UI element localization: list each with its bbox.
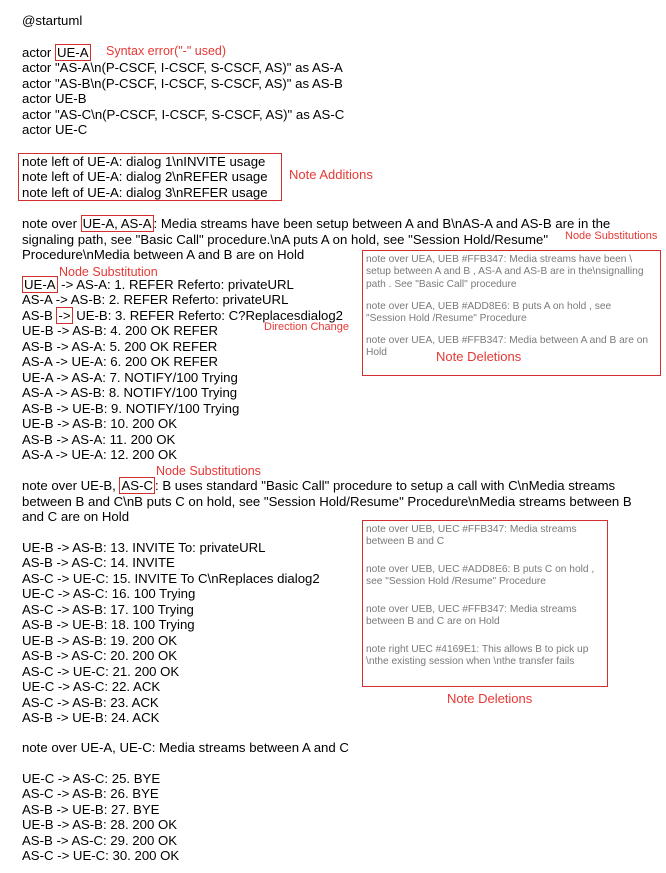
message-line: AS-B -> AS-C: 20. 200 OK: [22, 648, 178, 663]
msg1-from-highlight: UE-A: [24, 277, 56, 292]
message-line: AS-B -> UE-B: 27. BYE: [22, 802, 160, 817]
message-line: AS-B -> UE-B: 24. ACK: [22, 710, 160, 725]
note-over2-participant-highlight: AS-C: [121, 478, 153, 493]
actor-line: actor "AS-C\n(P-CSCF, I-CSCF, S-CSCF, AS)" as AS-C: [22, 107, 345, 122]
message-line: AS-A -> AS-B: 2. REFER Referto: privateURL: [22, 292, 289, 307]
msg3-arrow-highlight: ->: [58, 308, 71, 323]
note-left-line: note left of UE-A: dialog 3\nREFER usage: [22, 185, 268, 200]
direction-change-annotation: Direction Change: [264, 321, 349, 333]
startuml-line: @startuml: [22, 13, 83, 28]
actor-line: actor "AS-A\n(P-CSCF, I-CSCF, S-CSCF, AS)" as AS-A: [22, 60, 343, 75]
message-line: AS-B -> AS-C: 14. INVITE: [22, 555, 175, 570]
message-line: AS-C -> AS-B: 26. BYE: [22, 786, 159, 801]
message-line: UE-C -> AS-C: 16. 100 Trying: [22, 586, 196, 601]
message-line: AS-C -> UE-C: 21. 200 OK: [22, 664, 180, 679]
message-line: UE-B -> AS-B: 10. 200 OK: [22, 416, 178, 431]
message-line: UE-B -> AS-B: 19. 200 OK: [22, 633, 178, 648]
message-line: AS-A -> AS-B: 8. NOTIFY/100 Trying: [22, 385, 238, 400]
note-over2-text: : B uses standard "Basic Call" procedure to setup a call with C\nMedia streams between B and C\nB puts C on hold, see "Session Hold/Resume" Procedure\nMedia streams between B and C are on Hold: [22, 478, 632, 524]
deleted-note: note right UEC #4169E1: This allows B to pick up \nthe existing session when \nthe transfer fails: [366, 644, 589, 668]
deleted-note: note over UEB, UEC #ADD8E6: B puts C on hold , see "Session Hold /Resume" Procedure: [366, 564, 595, 588]
message-line: AS-C -> UE-C: 15. INVITE To C\nReplaces dialog2: [22, 571, 320, 586]
message-line: AS-B -> UE-B: 18. 100 Trying: [22, 617, 195, 632]
message-line: AS-B -> AS-C: 29. 200 OK: [22, 833, 178, 848]
note-left-line: note left of UE-A: dialog 1\nINVITE usage: [22, 154, 266, 169]
msg3-from: AS-B: [22, 308, 57, 323]
message-line: UE-B -> AS-B: 4. 200 OK REFER: [22, 323, 219, 338]
actor-line: actor UE-B: [22, 91, 87, 106]
msg3-rest: UE-B: 3. REFER Referto: C?Replacesdialog2: [72, 308, 344, 323]
note-over-keyword: note over: [22, 216, 81, 231]
message-line: UE-B -> AS-B: 13. INVITE To: privateURL: [22, 540, 266, 555]
message-line: [22, 277, 294, 293]
actor-keyword: actor: [22, 45, 55, 60]
message-line: AS-B -> AS-A: 11. 200 OK: [22, 432, 176, 447]
message-line: UE-C -> AS-C: 25. BYE: [22, 771, 161, 786]
message-line: AS-A -> UE-A: 6. 200 OK REFER: [22, 354, 219, 369]
deleted-note: note over UEA, UEB #FFB347: Media between A and B are on Hold: [366, 335, 649, 359]
deleted-note: note over UEA, UEB #FFB347: Media streams have been \ setup between A and B , AS-A and AS-B are in the\nsignalling path . See "Basic Call" procedure: [366, 254, 644, 290]
deleted-note: note over UEA, UEB #ADD8E6: B puts A on hold , see "Session Hold /Resume" Procedure: [366, 301, 612, 325]
actor-line: [22, 45, 91, 61]
note-over-bc: [22, 478, 632, 525]
message-line: UE-A -> AS-A: 7. NOTIFY/100 Trying: [22, 370, 238, 385]
message-line: AS-B -> UE-B: 9. NOTIFY/100 Trying: [22, 401, 240, 416]
note-over-ac: note over UE-A, UE-C: Media streams between A and C: [22, 740, 349, 755]
node-substitutions-annotation: Node Substitutions: [156, 464, 261, 478]
note-over-text: : Media streams have been setup between A and B\nAS-A and AS-B are in the signaling path, see "Basic Call" procedure.\nA puts A on hold, see "Session Hold/Resume" Procedure\nMedia between A and B are on Hold: [22, 216, 611, 262]
message-line: AS-C -> UE-C: 30. 200 OK: [22, 848, 180, 863]
note-over2-keyword: note over UE-B,: [22, 478, 120, 493]
note-deletions-annotation: Note Deletions: [447, 691, 533, 706]
message-line: AS-A -> UE-A: 12. 200 OK: [22, 447, 178, 462]
note-left-line: note left of UE-A: dialog 2\nREFER usage: [22, 169, 268, 184]
message-line: UE-B -> AS-B: 28. 200 OK: [22, 817, 178, 832]
message-line: AS-B -> AS-A: 5. 200 OK REFER: [22, 339, 218, 354]
message-line: AS-C -> AS-B: 23. ACK: [22, 695, 159, 710]
note-over-participants-highlight: UE-A, AS-A: [82, 216, 152, 231]
deleted-note: note over UEB, UEC #FFB347: Media streams between B and C: [366, 524, 577, 548]
message-line: AS-C -> AS-B: 17. 100 Trying: [22, 602, 194, 617]
actor-line: actor "AS-B\n(P-CSCF, I-CSCF, S-CSCF, AS)" as AS-B: [22, 76, 343, 91]
syntax-error-annotation: Syntax error("-" used): [106, 44, 227, 58]
node-substitutions-annotation: Node Substitutions: [565, 230, 658, 242]
actor-uea-highlight: UE-A: [56, 45, 89, 60]
deleted-note: note over UEB, UEC #FFB347: Media streams between B and C are on Hold: [366, 604, 577, 628]
note-additions-annotation: Note Additions: [289, 167, 373, 182]
node-substitution-annotation: Node Substitution: [59, 265, 158, 279]
note-deletions-annotation: Note Deletions: [436, 349, 522, 364]
actor-line: actor UE-C: [22, 122, 88, 137]
msg1-rest: -> AS-A: 1. REFER Referto: privateURL: [57, 277, 294, 292]
message-line: UE-C -> AS-C: 22. ACK: [22, 679, 161, 694]
